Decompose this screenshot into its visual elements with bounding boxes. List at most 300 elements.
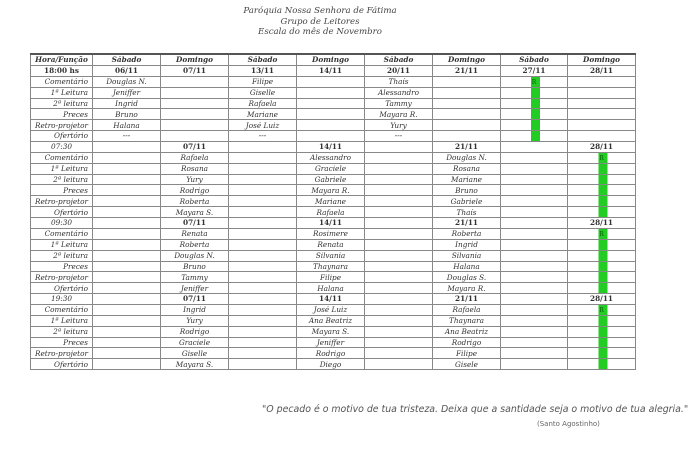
reader-name: [501, 163, 568, 174]
reader-name: [161, 131, 229, 142]
mass-date: 21/11: [433, 65, 501, 76]
mass-date: [501, 217, 568, 228]
mass-date: [229, 217, 297, 228]
mass-date: [365, 294, 433, 305]
reader-name: [229, 196, 297, 207]
role-label: Ofertório: [31, 207, 93, 218]
reader-name: Giselle: [161, 348, 229, 359]
reader-name: Yury: [365, 120, 433, 131]
reader-name: [93, 239, 161, 250]
reader-name: Thaís: [433, 207, 501, 218]
reader-name: Rafaela: [297, 207, 365, 218]
reader-name: [501, 283, 568, 294]
reader-name: [229, 228, 297, 239]
mass-date: 28/11: [568, 65, 636, 76]
column-header: Sábado: [365, 54, 433, 65]
reader-name: Rodrigo: [297, 348, 365, 359]
role-label: Retro-projetor: [31, 196, 93, 207]
column-header: Domingo: [568, 54, 636, 65]
reader-name: [501, 250, 568, 261]
reader-name: [229, 152, 297, 163]
reader-name: [93, 174, 161, 185]
mass-date: [229, 141, 297, 152]
reader-name: Thaynara: [433, 315, 501, 326]
highlight-cell: [501, 87, 568, 98]
reader-name: Silvania: [297, 250, 365, 261]
reader-name: [501, 261, 568, 272]
mass-date: [93, 294, 161, 305]
reader-name: [365, 304, 433, 315]
reader-name: [365, 261, 433, 272]
reader-name: [93, 163, 161, 174]
column-header-row: [31, 54, 636, 65]
reader-name: [365, 152, 433, 163]
reader-name: [365, 250, 433, 261]
reader-name: [229, 174, 297, 185]
mass-date: 21/11: [433, 217, 501, 228]
reader-name: Halana: [93, 120, 161, 131]
role-label: Ofertório: [31, 131, 93, 142]
reader-name: [93, 348, 161, 359]
reader-name: [433, 76, 501, 87]
role-row: [31, 228, 636, 239]
reader-name: [568, 87, 636, 98]
reader-name: [297, 76, 365, 87]
reader-name: [568, 98, 636, 109]
highlight-cell: [568, 152, 636, 163]
highlight-cell: [501, 76, 568, 87]
document-header: [0, 6, 640, 38]
highlight-cell-text: R: [599, 306, 604, 314]
reader-name: Mariane: [433, 174, 501, 185]
reader-name: [297, 87, 365, 98]
reader-name: [161, 109, 229, 120]
mass-date: 07/11: [161, 294, 229, 305]
role-row: [31, 250, 636, 261]
highlight-cell: [568, 283, 636, 294]
reader-name: Gabriele: [433, 196, 501, 207]
role-row: [31, 283, 636, 294]
role-row: [31, 337, 636, 348]
reader-name: [161, 76, 229, 87]
highlight-cell: [501, 98, 568, 109]
role-label: Preces: [31, 337, 93, 348]
reader-name: [365, 228, 433, 239]
reader-name: [93, 315, 161, 326]
reader-name: [501, 152, 568, 163]
role-row: [31, 359, 636, 370]
mass-date: [93, 141, 161, 152]
column-header: Sábado: [501, 54, 568, 65]
reader-name: [568, 109, 636, 120]
reader-name: [297, 131, 365, 142]
reader-name: [297, 98, 365, 109]
mass-date: 28/11: [568, 217, 636, 228]
reader-name: [365, 315, 433, 326]
mass-time: 19:30: [31, 294, 93, 305]
quote: "O pecado é o motivo de tua tristeza. Deixa que a santidade seja o motivo de tua alegria.": [262, 404, 688, 415]
reader-name: ---: [229, 131, 297, 142]
reader-name: [501, 272, 568, 283]
reader-name: [501, 239, 568, 250]
highlight-cell-text: R: [531, 78, 537, 86]
reader-name: Filipe: [229, 76, 297, 87]
role-row: [31, 272, 636, 283]
role-row: [31, 76, 636, 87]
reader-name: [93, 185, 161, 196]
mass-time-row: [31, 217, 636, 228]
reader-name: José Luiz: [229, 120, 297, 131]
highlight-cell: [568, 250, 636, 261]
role-label: Comentário: [31, 228, 93, 239]
reader-name: [568, 120, 636, 131]
role-row: [31, 315, 636, 326]
reader-name: [93, 250, 161, 261]
role-row: [31, 348, 636, 359]
mass-date: 14/11: [297, 217, 365, 228]
reader-name: Tammy: [365, 98, 433, 109]
reader-name: [229, 337, 297, 348]
reader-name: Rodrigo: [161, 185, 229, 196]
highlight-cell: [501, 120, 568, 131]
reader-name: [297, 120, 365, 131]
reader-name: [568, 131, 636, 142]
reader-name: [93, 228, 161, 239]
highlight-cell: [568, 315, 636, 326]
role-label: Comentário: [31, 76, 93, 87]
mass-date: 28/11: [568, 294, 636, 305]
reader-name: Ingrid: [93, 98, 161, 109]
highlight-cell: [501, 109, 568, 120]
reader-name: [365, 359, 433, 370]
mass-time-row: [31, 141, 636, 152]
role-row: [31, 163, 636, 174]
highlight-cell: [568, 337, 636, 348]
mass-date: 13/11: [229, 65, 297, 76]
role-row: [31, 304, 636, 315]
reader-name: Renata: [297, 239, 365, 250]
reader-name: Douglas N.: [161, 250, 229, 261]
highlight-cell: [568, 196, 636, 207]
group-name: Grupo de Leitores: [280, 16, 360, 27]
column-header: Domingo: [161, 54, 229, 65]
reader-name: Giselle: [229, 87, 297, 98]
role-row: [31, 207, 636, 218]
column-header: Sábado: [229, 54, 297, 65]
role-label: Retro-projetor: [31, 120, 93, 131]
reader-name: Rafaela: [433, 304, 501, 315]
highlight-cell: [501, 131, 568, 142]
reader-name: Bruno: [161, 261, 229, 272]
reader-name: [93, 326, 161, 337]
reader-name: [229, 359, 297, 370]
reader-name: [93, 272, 161, 283]
reader-name: [229, 239, 297, 250]
reader-name: Gisele: [433, 359, 501, 370]
highlight-cell: [568, 304, 636, 315]
reader-name: [365, 326, 433, 337]
role-row: [31, 239, 636, 250]
role-label: Preces: [31, 109, 93, 120]
role-label: Ofertório: [31, 283, 93, 294]
reader-name: Ana Beatriz: [297, 315, 365, 326]
reader-name: Jeniffer: [161, 283, 229, 294]
role-label: 1ª Leitura: [31, 87, 93, 98]
reader-name: Douglas S.: [433, 272, 501, 283]
reader-name: [161, 98, 229, 109]
reader-name: Silvania: [433, 250, 501, 261]
column-header: Domingo: [297, 54, 365, 65]
reader-name: [365, 283, 433, 294]
reader-name: [433, 120, 501, 131]
mass-date: 14/11: [297, 294, 365, 305]
mass-date: 27/11: [501, 65, 568, 76]
reader-name: [229, 304, 297, 315]
reader-name: [229, 283, 297, 294]
role-row: [31, 109, 636, 120]
reader-name: [501, 348, 568, 359]
reader-name: [501, 315, 568, 326]
reader-name: [365, 185, 433, 196]
reader-name: Douglas N.: [433, 152, 501, 163]
reader-name: Mayara R.: [433, 283, 501, 294]
mass-date: [501, 294, 568, 305]
mass-date: 07/11: [161, 65, 229, 76]
role-row: [31, 196, 636, 207]
reader-name: [93, 152, 161, 163]
highlight-cell: [568, 228, 636, 239]
reader-name: [93, 196, 161, 207]
reader-name: Alessandro: [297, 152, 365, 163]
reader-name: Rodrigo: [433, 337, 501, 348]
mass-date: 21/11: [433, 294, 501, 305]
highlight-cell: [568, 163, 636, 174]
role-label: 2ª leitura: [31, 326, 93, 337]
reader-name: [93, 359, 161, 370]
reader-name: [229, 315, 297, 326]
highlight-cell: [568, 185, 636, 196]
highlight-cell: [568, 348, 636, 359]
reader-name: Gabriele: [297, 174, 365, 185]
reader-name: [229, 163, 297, 174]
column-header: Hora/Função: [31, 54, 93, 65]
reader-name: [93, 283, 161, 294]
mass-date: 14/11: [297, 141, 365, 152]
reader-name: ---: [365, 131, 433, 142]
reader-name: Graciele: [161, 337, 229, 348]
mass-date: 28/11: [568, 141, 636, 152]
highlight-cell: [568, 326, 636, 337]
reader-name: Renata: [161, 228, 229, 239]
reader-name: Tammy: [161, 272, 229, 283]
reader-name: [229, 250, 297, 261]
role-label: Retro-projetor: [31, 272, 93, 283]
reader-name: [501, 196, 568, 207]
reader-name: [365, 196, 433, 207]
mass-time: 07:30: [31, 141, 93, 152]
mass-date: [365, 217, 433, 228]
highlight-cell: [568, 174, 636, 185]
highlight-cell: [568, 359, 636, 370]
schedule-body: [31, 54, 636, 370]
role-label: 2ª leitura: [31, 174, 93, 185]
reader-name: [365, 174, 433, 185]
reader-name: Rosana: [161, 163, 229, 174]
mass-date: 07/11: [161, 217, 229, 228]
highlight-cell: [568, 239, 636, 250]
reader-name: [501, 337, 568, 348]
reader-name: Rosimere: [297, 228, 365, 239]
highlight-cell: [568, 272, 636, 283]
mass-time: 09:30: [31, 217, 93, 228]
mass-date: [93, 217, 161, 228]
reader-name: [501, 207, 568, 218]
mass-time-row: [31, 294, 636, 305]
reader-name: [501, 228, 568, 239]
reader-name: [229, 348, 297, 359]
mass-date: 21/11: [433, 141, 501, 152]
reader-name: Halana: [297, 283, 365, 294]
reader-name: Filipe: [433, 348, 501, 359]
reader-name: [161, 87, 229, 98]
mass-date: [365, 141, 433, 152]
reader-name: Graciele: [297, 163, 365, 174]
highlight-cell-text: R: [599, 230, 604, 238]
reader-name: [229, 207, 297, 218]
reader-name: Alessandro: [365, 87, 433, 98]
reader-name: [501, 304, 568, 315]
reader-name: [93, 337, 161, 348]
reader-name: [365, 348, 433, 359]
reader-name: Bruno: [433, 185, 501, 196]
role-row: [31, 261, 636, 272]
role-label: 1ª Leitura: [31, 239, 93, 250]
reader-name: [229, 326, 297, 337]
reader-name: [297, 109, 365, 120]
mass-time-row: [31, 65, 636, 76]
column-header: Sábado: [93, 54, 161, 65]
reader-name: Rafaela: [161, 152, 229, 163]
role-label: Preces: [31, 261, 93, 272]
reader-name: [433, 98, 501, 109]
reader-name: [501, 174, 568, 185]
parish-name: Paróquia Nossa Senhora de Fátima: [243, 6, 397, 16]
role-row: [31, 174, 636, 185]
role-row: [31, 87, 636, 98]
role-label: Ofertório: [31, 359, 93, 370]
reader-name: [229, 185, 297, 196]
reader-name: Mayara S.: [161, 359, 229, 370]
schedule-title: Escala do mês de Novembro: [258, 27, 382, 37]
role-row: [31, 152, 636, 163]
reader-name: Mariane: [229, 109, 297, 120]
reader-name: Mayara S.: [297, 326, 365, 337]
reader-name: Halana: [433, 261, 501, 272]
reader-name: [568, 76, 636, 87]
role-label: 1ª Leitura: [31, 163, 93, 174]
reader-name: Douglas N.: [93, 76, 161, 87]
reader-name: [229, 261, 297, 272]
reader-name: [501, 185, 568, 196]
reader-name: Rafaela: [229, 98, 297, 109]
reader-name: Roberta: [161, 196, 229, 207]
reader-name: Mayara S.: [161, 207, 229, 218]
reader-name: Jeniffer: [297, 337, 365, 348]
role-label: Retro-projetor: [31, 348, 93, 359]
mass-date: 14/11: [297, 65, 365, 76]
role-label: 2ª leitura: [31, 98, 93, 109]
reader-name: Yury: [161, 174, 229, 185]
column-header: Domingo: [433, 54, 501, 65]
mass-date: [501, 141, 568, 152]
role-row: [31, 131, 636, 142]
role-label: 1ª Leitura: [31, 315, 93, 326]
reader-name: [365, 239, 433, 250]
highlight-cell: [568, 207, 636, 218]
highlight-cell: [568, 261, 636, 272]
reader-name: ---: [93, 131, 161, 142]
reader-name: Filipe: [297, 272, 365, 283]
reader-name: Ana Beatriz: [433, 326, 501, 337]
reader-name: [161, 120, 229, 131]
role-label: Comentário: [31, 152, 93, 163]
reader-name: [365, 337, 433, 348]
role-row: [31, 120, 636, 131]
reader-name: Rosana: [433, 163, 501, 174]
reader-name: José Luiz: [297, 304, 365, 315]
reader-name: [93, 207, 161, 218]
mass-date: 07/11: [161, 141, 229, 152]
role-label: Preces: [31, 185, 93, 196]
role-label: Comentário: [31, 304, 93, 315]
mass-time: 18:00 hs: [31, 65, 93, 76]
reader-name: Jeniffer: [93, 87, 161, 98]
role-row: [31, 98, 636, 109]
reader-name: Ingrid: [433, 239, 501, 250]
role-row: [31, 185, 636, 196]
reader-name: [365, 207, 433, 218]
reader-name: Thaynara: [297, 261, 365, 272]
reader-name: Yury: [161, 315, 229, 326]
mass-date: [229, 294, 297, 305]
reader-name: Rodrigo: [161, 326, 229, 337]
reader-name: [93, 304, 161, 315]
reader-name: Diego: [297, 359, 365, 370]
schedule-table: [30, 53, 636, 370]
reader-name: [501, 359, 568, 370]
highlight-cell-text: R: [599, 154, 604, 162]
reader-name: [501, 326, 568, 337]
reader-name: Mayara R.: [297, 185, 365, 196]
reader-name: [365, 163, 433, 174]
reader-name: Mariane: [297, 196, 365, 207]
reader-name: Thaís: [365, 76, 433, 87]
reader-name: [365, 272, 433, 283]
mass-date: 20/11: [365, 65, 433, 76]
role-label: 2ª leitura: [31, 250, 93, 261]
mass-date: 06/11: [93, 65, 161, 76]
role-row: [31, 326, 636, 337]
reader-name: Roberta: [161, 239, 229, 250]
reader-name: Mayara R.: [365, 109, 433, 120]
reader-name: [433, 109, 501, 120]
reader-name: Roberta: [433, 228, 501, 239]
reader-name: [229, 272, 297, 283]
quote-author: (Santo Agostinho): [537, 420, 600, 428]
reader-name: [93, 261, 161, 272]
reader-name: [433, 87, 501, 98]
reader-name: Bruno: [93, 109, 161, 120]
